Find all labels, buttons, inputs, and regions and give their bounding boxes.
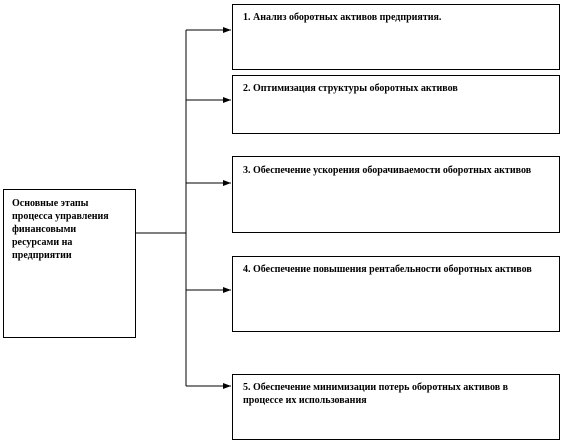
step-label-5: 5. Обеспечение минимизации потерь оборотных активов в процессе их использования [243, 382, 509, 406]
step-box-3 [232, 156, 560, 233]
step-label-1: 1. Анализ оборотных активов предприятия. [243, 12, 442, 23]
step-label-2: 2. Оптимизация структуры оборотных активов [243, 83, 458, 94]
step-box-4 [232, 256, 560, 332]
step-label-4: 4. Обеспечение повышения рентабельности оборотных активов [243, 264, 532, 275]
step-box-2 [232, 75, 560, 134]
central-label: Основные этапы процесса управления финансовыми ресурсами на предприятии [12, 198, 109, 261]
step-box-1 [232, 4, 560, 70]
central-box [3, 189, 136, 338]
step-label-3: 3. Обеспечение ускорения оборачиваемости оборотных активов [243, 165, 532, 176]
step-box-5 [232, 374, 560, 440]
